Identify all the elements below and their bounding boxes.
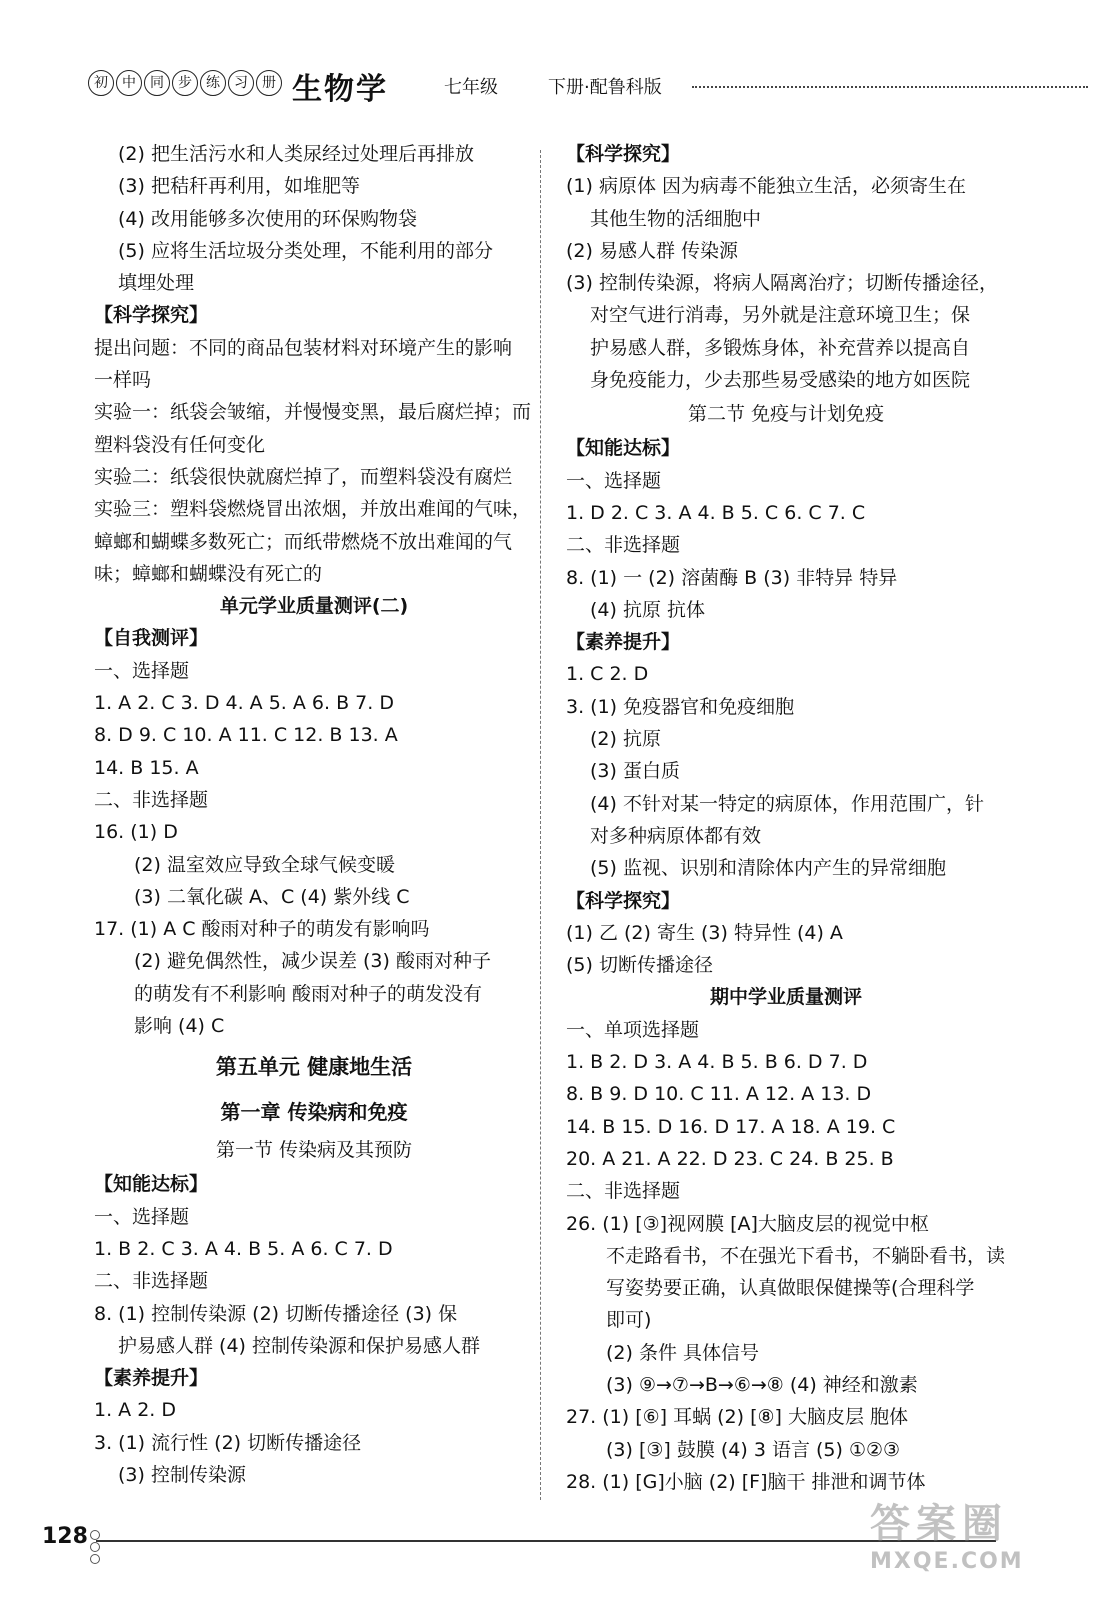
answer-line: (3) 控制传染源，将病人隔离治疗；切断传播途径，	[566, 272, 998, 295]
edition-label: 下册·配鲁科版	[548, 77, 662, 98]
series-char: 步	[172, 70, 198, 96]
answer-line: (2) 把生活污水和人类尿经过处理后再排放	[118, 143, 474, 165]
answer-line: 味；蟑螂和蝴蝶没有死亡的	[94, 562, 323, 585]
series-char: 中	[116, 70, 142, 96]
answer-line: (2) 温室效应导致全球气候变暖	[134, 853, 395, 876]
section-heading: 【知能达标】	[566, 437, 681, 460]
answer-line: 16. (1) D	[94, 821, 178, 844]
answer-line: 26. (1) [③]视网膜 [A]大脑皮层的视觉中枢	[566, 1212, 929, 1235]
answer-line: 20. A 21. A 22. D 23. C 24. B 25. B	[566, 1147, 894, 1170]
answer-line: 14. B 15. A	[94, 756, 199, 779]
answer-line: 的萌发有不利影响 酸雨对种子的萌发没有	[134, 982, 483, 1005]
answer-line: (5) 切断传播途径	[566, 954, 713, 977]
watermark-url: MXQE.COM	[870, 1549, 1024, 1574]
answer-line: 二、非选择题	[94, 788, 209, 811]
answer-line: 护易感人群，多锻炼身体，补充营养以提高自	[590, 336, 971, 359]
answer-line: (3) [③] 鼓膜 (4) 3 语言 (5) ①②③	[606, 1438, 901, 1461]
answer-line: 一、选择题	[94, 659, 190, 682]
page-number: 128	[42, 1524, 88, 1549]
answer-line: (3) 二氧化碳 A、C (4) 紫外线 C	[134, 885, 410, 908]
answer-line: 即可)	[606, 1309, 652, 1332]
answer-line: 27. (1) [⑥] 耳蜗 (2) [⑧] 大脑皮层 胞体	[566, 1406, 909, 1429]
answer-line: 护易感人群 (4) 控制传染源和保护易感人群	[118, 1334, 480, 1357]
answer-line: (1) 乙 (2) 寄生 (3) 特异性 (4) A	[566, 921, 843, 944]
answer-line: 实验二：纸袋很快就腐烂掉了，而塑料袋没有腐烂	[94, 465, 513, 488]
footer-rule	[96, 1540, 996, 1542]
answer-line: (3) 控制传染源	[118, 1463, 246, 1486]
answer-line: 8. (1) 控制传染源 (2) 切断传播途径 (3) 保	[94, 1302, 458, 1325]
answer-line: 影响 (4) C	[134, 1015, 225, 1038]
answer-line: 二、非选择题	[566, 534, 681, 557]
answer-line: 对多种病原体都有效	[590, 824, 762, 847]
answer-line: 3. (1) 免疫器官和免疫细胞	[566, 695, 795, 718]
section-heading: 【科学探究】	[94, 304, 209, 327]
answer-line: 身免疫能力，少去那些易受感染的地方如医院	[590, 369, 971, 392]
answer-line: 提出问题：不同的商品包装材料对环境产生的影响	[94, 336, 513, 359]
grade-label: 七年级	[444, 77, 498, 98]
answer-line: (3) 把秸秆再利用，如堆肥等	[118, 175, 360, 198]
answer-line: (4) 不针对某一特定的病原体，作用范围广，针	[590, 792, 984, 815]
answer-line: 一、选择题	[566, 469, 662, 492]
header-dotted-rule	[692, 86, 1088, 88]
answer-line: (3) 蛋白质	[590, 760, 680, 783]
answer-line: 一样吗	[94, 369, 152, 392]
answer-line: 14. B 15. D 16. D 17. A 18. A 19. C	[566, 1115, 896, 1138]
answer-line: 第五单元 健康地生活	[215, 1055, 413, 1080]
answer-line: (4) 改用能够多次使用的环保购物袋	[118, 207, 417, 230]
answer-line: 第二节 免疫与计划免疫	[687, 403, 885, 426]
answer-line: 一、选择题	[94, 1205, 190, 1228]
answer-line: 蟑螂和蝴蝶多数死亡；而纸带燃烧不放出难闻的气	[94, 530, 513, 553]
answer-line: (2) 易感人群 传染源	[566, 239, 738, 262]
answer-line: 1. D 2. C 3. A 4. B 5. C 6. C 7. C	[566, 501, 866, 524]
section-heading: 【科学探究】	[566, 143, 681, 165]
column-divider	[540, 150, 541, 1500]
answer-line: 1. C 2. D	[566, 663, 649, 686]
answer-line: 一、单项选择题	[566, 1018, 700, 1041]
answer-line: (2) 条件 具体信号	[606, 1341, 759, 1364]
section-heading: 【科学探究】	[566, 889, 681, 912]
answer-line: 写姿势要正确，认真做眼保健操等(合理科学	[606, 1277, 975, 1300]
right-column	[566, 138, 1006, 1498]
answer-line: 实验一：纸袋会皱缩，并慢慢变黑，最后腐烂掉；而	[94, 401, 532, 424]
answer-line: 28. (1) [G]小脑 (2) [F]脑干 排泄和调节体	[566, 1470, 926, 1493]
answer-line: 填埋处理	[118, 272, 195, 295]
subject-title: 生物学	[292, 72, 388, 107]
answer-line: 3. (1) 流行性 (2) 切断传播途径	[94, 1431, 362, 1454]
answer-line: 1. A 2. D	[94, 1399, 177, 1422]
series-char: 练	[200, 70, 226, 96]
answer-line: 1. B 2. C 3. A 4. B 5. A 6. C 7. D	[94, 1237, 393, 1260]
watermark-logo-text: 答案圈	[870, 1501, 1008, 1547]
answer-line: (4) 抗原 抗体	[590, 598, 705, 621]
answer-line: (2) 避免偶然性，减少误差 (3) 酸雨对种子	[134, 950, 491, 973]
answer-line: 对空气进行消毒，另外就是注意环境卫生；保	[590, 304, 971, 327]
section-heading: 【素养提升】	[94, 1367, 209, 1390]
section-heading: 期中学业质量测评	[709, 986, 862, 1009]
answer-line: 二、非选择题	[94, 1270, 209, 1293]
answer-line: 二、非选择题	[566, 1180, 681, 1203]
series-char: 初	[88, 70, 114, 96]
answer-line: 8. (1) 一 (2) 溶菌酶 B (3) 非特异 特异	[566, 566, 898, 589]
answer-line: 第一章 传染病和免疫	[220, 1100, 408, 1125]
series-char: 同	[144, 70, 170, 96]
answer-line: 17. (1) A C 酸雨对种子的萌发有影响吗	[94, 918, 430, 941]
answer-line: 不走路看书，不在强光下看书，不躺卧看书，读	[606, 1244, 1006, 1267]
answer-line: (3) ⑨→⑦→B→⑥→⑧ (4) 神经和激素	[606, 1373, 918, 1396]
answer-line: 其他生物的活细胞中	[590, 207, 762, 230]
series-char: 习	[228, 70, 254, 96]
answer-line: 8. D 9. C 10. A 11. C 12. B 13. A	[94, 724, 398, 747]
answer-line: (5) 监视、识别和清除体内产生的异常细胞	[590, 857, 946, 880]
answer-line: (1) 病原体 因为病毒不能独立生活，必须寄生在	[566, 175, 966, 198]
series-title	[88, 70, 284, 96]
left-column	[94, 138, 534, 1491]
answer-line: (2) 抗原	[590, 728, 661, 751]
section-heading: 【知能达标】	[94, 1173, 209, 1196]
series-char: 册	[256, 70, 282, 96]
footer-decoration	[90, 1530, 100, 1566]
answer-line: 1. B 2. D 3. A 4. B 5. B 6. D 7. D	[566, 1051, 868, 1074]
section-heading: 【自我测评】	[94, 627, 209, 650]
page-header	[88, 64, 1088, 107]
answer-line: 8. B 9. D 10. C 11. A 12. A 13. D	[566, 1083, 872, 1106]
answer-line: 实验三：塑料袋燃烧冒出浓烟，并放出难闻的气味，	[94, 498, 532, 521]
answer-line: (5) 应将生活垃圾分类处理，不能利用的部分	[118, 239, 493, 262]
watermark-logo	[870, 1492, 1070, 1592]
answer-line: 1. A 2. C 3. D 4. A 5. A 6. B 7. D	[94, 692, 394, 715]
section-heading: 单元学业质量测评(二)	[219, 595, 409, 618]
answer-line: 第一节 传染病及其预防	[215, 1139, 413, 1162]
answer-line: 塑料袋没有任何变化	[94, 433, 266, 456]
section-heading: 【素养提升】	[566, 631, 681, 654]
